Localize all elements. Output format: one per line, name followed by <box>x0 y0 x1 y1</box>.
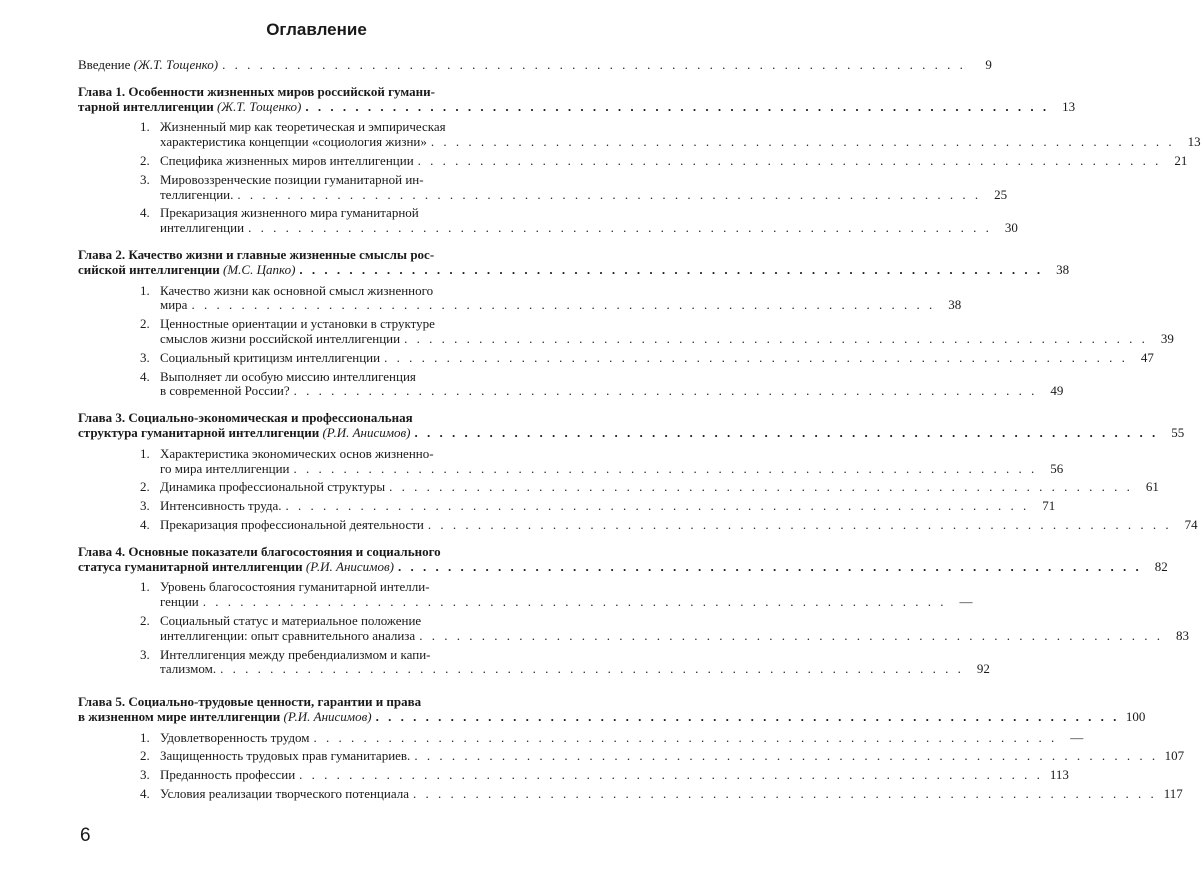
toc-entry <box>78 83 1076 115</box>
toc-page-number: 49 <box>1050 383 1064 399</box>
toc-item-number: 3. <box>140 646 150 662</box>
toc-line: го мира интеллигенции <box>160 460 290 476</box>
toc-subentry <box>78 729 1084 746</box>
toc-subentry <box>78 349 1154 366</box>
toc-page-number: 47 <box>1140 349 1154 365</box>
leader-dots: . . . . . . . . . . . . . . . . . . . . . . . . . . . . . . . . . . . . . . . . . . . . . . . . . . . . . . . . . . . . <box>299 261 1044 277</box>
toc-entry <box>78 57 992 73</box>
toc-item-number: 2. <box>140 316 150 332</box>
toc-item-number: 2. <box>140 479 150 495</box>
toc-subentry <box>78 748 1185 764</box>
toc-line: Уровень благосостояния гуманитарной интелли- <box>160 579 430 595</box>
toc-author: (Р.И. Анисимов) <box>322 424 411 440</box>
leader-dots: . . . . . . . . . . . . . . . . . . . . . . . . . . . . . . . . . . . . . . . . . . . . . . . . . . . . . . . . . . . . <box>419 627 1163 643</box>
toc-page-number: 13 <box>1062 98 1076 114</box>
toc-page-number: 13 <box>1187 134 1201 150</box>
toc-item-number: 1. <box>140 119 150 135</box>
toc-entry <box>78 694 1146 725</box>
toc-line: интеллигенции <box>160 220 245 236</box>
toc-line: Ценностные ориентации и установки в структуре <box>160 316 435 332</box>
toc-line: тарной интеллигенции <box>78 98 214 114</box>
toc-line: сийской интеллигенции <box>78 261 220 277</box>
toc-item-number: 2. <box>140 748 150 764</box>
toc-page-number: 82 <box>1154 558 1168 574</box>
leader-dots: . . . . . . . . . . . . . . . . . . . . . . . . . . . . . . . . . . . . . . . . . . . . . . . . . . . . . . . . . . . . <box>414 748 1159 764</box>
leader-dots: . . . . . . . . . . . . . . . . . . . . . . . . . . . . . . . . . . . . . . . . . . . . . . . . . . . . . . . . . . . . <box>313 729 1058 745</box>
toc-page-number: 56 <box>1050 460 1064 476</box>
toc-item-number: 1. <box>140 729 150 745</box>
toc-line: Глава 5. Социально-трудовые ценности, гарантии и права <box>78 694 422 710</box>
toc-line: Интенсивность труда. <box>160 498 282 514</box>
toc-page-number: 39 <box>1160 330 1174 346</box>
toc-line: Глава 3. Социально-экономическая и профессиональная <box>78 410 413 426</box>
toc-line: в жизненном мире интеллигенции <box>78 708 281 724</box>
toc-page-number: — <box>959 594 973 610</box>
leader-dots: . . . . . . . . . . . . . . . . . . . . . . . . . . . . . . . . . . . . . . . . . . . . . . . . . . . . . . . . . . . . <box>430 134 1175 150</box>
toc-author: (Ж.Т. Тощенко) <box>216 98 302 114</box>
leader-dots: . . . . . . . . . . . . . . . . . . . . . . . . . . . . . . . . . . . . . . . . . . . . . . . . . . . . . . . . . . . . <box>285 498 1030 514</box>
toc-subentry <box>78 786 1183 802</box>
leader-dots: . . . . . . . . . . . . . . . . . . . . . . . . . . . . . . . . . . . . . . . . . . . . . . . . . . . . . . . . . . . . <box>389 479 1133 495</box>
toc-subentry <box>78 119 1201 150</box>
toc-subentry <box>78 152 1188 169</box>
toc-line: структура гуманитарной интеллигенции <box>78 424 320 440</box>
toc-subentry <box>78 516 1198 533</box>
toc-line: интеллигенции: опыт сравнительного анализа <box>160 627 416 643</box>
toc-subentry <box>78 479 1159 495</box>
toc-line: в современной России? <box>160 383 290 399</box>
toc-page-number: 30 <box>1004 220 1018 236</box>
page-title: Оглавление <box>266 20 367 39</box>
table-of-contents <box>78 57 1201 802</box>
toc-line: Глава 1. Особенности жизненных миров российской гумани- <box>78 83 435 99</box>
toc-item-number: 1. <box>140 282 150 298</box>
toc-line: Прекаризация жизненного мира гуманитарной <box>160 205 419 221</box>
leader-dots: . . . . . . . . . . . . . . . . . . . . . . . . . . . . . . . . . . . . . . . . . . . . . . . . . . . . . . . . . . . . <box>293 383 1038 399</box>
toc-item-number: 4. <box>140 205 150 221</box>
toc-line: Удовлетворенность трудом <box>160 729 310 745</box>
toc-page-number: — <box>1070 729 1084 745</box>
toc-entry <box>78 246 1070 278</box>
toc-subentry <box>78 612 1189 644</box>
toc-author: (М.С. Цапко) <box>223 261 296 277</box>
toc-subentry <box>78 445 1064 477</box>
toc-line: Социальный статус и материальное положение <box>160 612 422 628</box>
toc-line: теллигенции. <box>160 186 234 202</box>
toc-item-number: 3. <box>140 767 150 783</box>
leader-dots: . . . . . . . . . . . . . . . . . . . . . . . . . . . . . . . . . . . . . . . . . . . . . . . . . . . . . . . . . . . . <box>384 349 1128 365</box>
toc-page-number: 38 <box>948 297 962 313</box>
toc-page-number: 25 <box>994 186 1008 202</box>
toc-item-number: 2. <box>140 152 150 168</box>
toc-subentry <box>78 171 1008 203</box>
toc-line: тализмом. <box>160 661 217 677</box>
leader-dots: . . . . . . . . . . . . . . . . . . . . . . . . . . . . . . . . . . . . . . . . . . . . . . . . . . . . . . . . . . . . <box>220 661 964 677</box>
toc-author: (Р.И. Анисимов) <box>283 708 372 724</box>
toc-line: Введение <box>78 57 131 72</box>
leader-dots: . . . . . . . . . . . . . . . . . . . . . . . . . . . . . . . . . . . . . . . . . . . . . . . . . . . . . . . . . . . . <box>202 594 947 610</box>
toc-page-number: 83 <box>1175 627 1189 643</box>
toc-author: (Р.И. Анисимов) <box>305 558 394 574</box>
leader-dots: . . . . . . . . . . . . . . . . . . . . . . . . . . . . . . . . . . . . . . . . . . . . . . . . . . . . . . . . . . . . <box>397 558 1142 574</box>
leader-dots: . . . . . . . . . . . . . . . . . . . . . . . . . . . . . . . . . . . . . . . . . . . . . . . . . . . . . . . . . . . . <box>299 767 1043 783</box>
toc-line: Интеллигенция между пребендиализмом и капи- <box>160 646 431 662</box>
toc-page-number: 107 <box>1164 748 1185 764</box>
toc-line: генции <box>160 594 199 610</box>
toc-subentry <box>78 205 1018 236</box>
toc-line: Социальный критицизм интеллигенции <box>160 349 381 365</box>
toc-line: Преданность профессии <box>160 767 296 783</box>
page-number: 6 <box>80 825 91 846</box>
toc-line: Выполняет ли особую миссию интеллигенция <box>160 368 416 384</box>
toc-line: статуса гуманитарной интеллигенции <box>78 558 303 574</box>
leader-dots: . . . . . . . . . . . . . . . . . . . . . . . . . . . . . . . . . . . . . . . . . . . . . . . . . . . . . . . . . . . . <box>237 186 982 202</box>
leader-dots: . . . . . . . . . . . . . . . . . . . . . . . . . . . . . . . . . . . . . . . . . . . . . . . . . . . . . . . . . . . . <box>293 460 1038 476</box>
toc-line: Условия реализации творческого потенциала <box>160 786 409 802</box>
toc-line: мира <box>160 297 188 313</box>
toc-line: Глава 4. Основные показатели благосостояния и социального <box>78 543 441 559</box>
leader-dots: . . . . . . . . . . . . . . . . . . . . . . . . . . . . . . . . . . . . . . . . . . . . . . . . . . . . . . . . . . . . <box>417 152 1162 168</box>
toc-page-number: 100 <box>1125 708 1146 724</box>
toc-line: Глава 2. Качество жизни и главные жизненные смыслы рос- <box>78 246 435 262</box>
toc-entry <box>78 543 1168 575</box>
toc-subentry <box>78 646 990 678</box>
toc-subentry <box>78 579 973 610</box>
toc-page-number: 92 <box>976 661 990 677</box>
toc-subentry <box>78 767 1069 783</box>
toc-line: Специфика жизненных миров интеллигенции <box>160 152 414 168</box>
toc-item-number: 3. <box>140 171 150 187</box>
leader-dots: . . . . . . . . . . . . . . . . . . . . . . . . . . . . . . . . . . . . . . . . . . . . . . . . . . . . . . . . . . . . <box>414 424 1159 440</box>
toc-item-number: 3. <box>140 349 150 365</box>
toc-line: смыслов жизни российской интеллигенции <box>160 330 401 346</box>
toc-line: Защищенность трудовых прав гуманитариев. <box>160 748 411 764</box>
leader-dots: . . . . . . . . . . . . . . . . . . . . . . . . . . . . . . . . . . . . . . . . . . . . . . . . . . . . . . . . . . . . <box>248 220 992 236</box>
toc-page-number: 113 <box>1049 767 1069 783</box>
toc-item-number: 1. <box>140 445 150 461</box>
toc-item-number: 2. <box>140 612 150 628</box>
toc-entry <box>78 410 1185 441</box>
leader-dots: . . . . . . . . . . . . . . . . . . . . . . . . . . . . . . . . . . . . . . . . . . . . . . . . . . . . . . . . . . . . <box>222 57 966 72</box>
toc-item-number: 3. <box>140 498 150 514</box>
leader-dots: . . . . . . . . . . . . . . . . . . . . . . . . . . . . . . . . . . . . . . . . . . . . . . . . . . . . . . . . . . . . <box>412 786 1157 802</box>
toc-item-number: 4. <box>140 786 150 802</box>
toc-line: Характеристика экономических основ жизненно- <box>160 445 434 461</box>
toc-page-number: 117 <box>1163 786 1183 802</box>
toc-line: характеристика концепции «социология жизни» <box>160 134 427 150</box>
toc-page-number: 74 <box>1184 516 1198 532</box>
toc-item-number: 4. <box>140 516 150 532</box>
toc-page-number: 21 <box>1174 152 1188 168</box>
toc-subentry <box>78 316 1174 347</box>
toc-line: Прекаризация профессиональной деятельности <box>160 516 424 532</box>
toc-page-number: 38 <box>1056 261 1070 277</box>
leader-dots: . . . . . . . . . . . . . . . . . . . . . . . . . . . . . . . . . . . . . . . . . . . . . . . . . . . . . . . . . . . . <box>404 330 1148 346</box>
toc-line: Качество жизни как основной смысл жизненного <box>160 282 434 298</box>
toc-subentry <box>78 368 1064 400</box>
toc-line: Мировоззренческие позиции гуманитарной ин- <box>160 171 424 187</box>
toc-subentry <box>78 498 1056 514</box>
toc-page-number: 9 <box>985 57 992 72</box>
toc-page-number: 71 <box>1042 498 1056 514</box>
toc-line: Динамика профессиональной структуры <box>160 479 386 495</box>
toc-page-number: 55 <box>1171 424 1185 440</box>
toc-line: Жизненный мир как теоретическая и эмпирическая <box>160 119 446 135</box>
toc-subentry <box>78 282 962 314</box>
toc-item-number: 4. <box>140 368 150 384</box>
leader-dots: . . . . . . . . . . . . . . . . . . . . . . . . . . . . . . . . . . . . . . . . . . . . . . . . . . . . . . . . . . . . <box>375 708 1120 724</box>
toc-author: (Ж.Т. Тощенко) <box>133 57 219 72</box>
leader-dots: . . . . . . . . . . . . . . . . . . . . . . . . . . . . . . . . . . . . . . . . . . . . . . . . . . . . . . . . . . . . <box>191 297 936 313</box>
leader-dots: . . . . . . . . . . . . . . . . . . . . . . . . . . . . . . . . . . . . . . . . . . . . . . . . . . . . . . . . . . . . <box>305 98 1050 114</box>
toc-page-number: 61 <box>1145 479 1159 495</box>
toc-item-number: 1. <box>140 579 150 595</box>
leader-dots: . . . . . . . . . . . . . . . . . . . . . . . . . . . . . . . . . . . . . . . . . . . . . . . . . . . . . . . . . . . . <box>427 516 1172 532</box>
